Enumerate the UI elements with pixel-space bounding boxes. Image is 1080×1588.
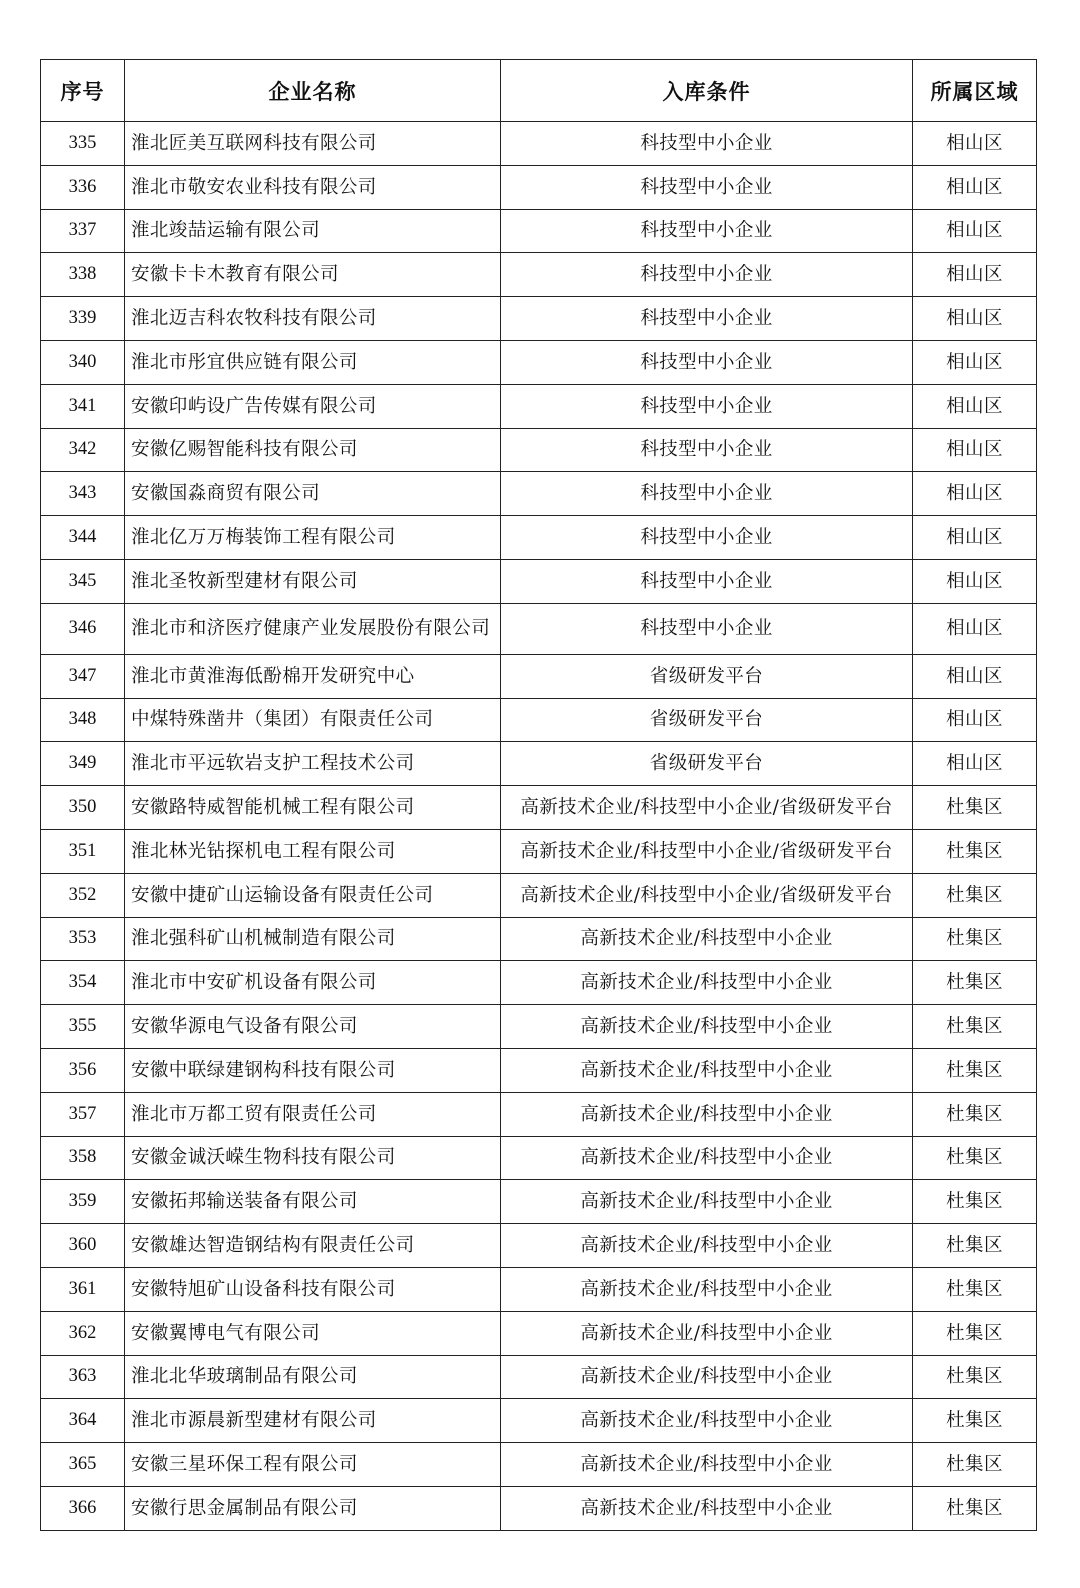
row-condition: 科技型中小企业 [501,209,913,253]
row-company-name: 安徽国淼商贸有限公司 [125,472,501,516]
row-company-name: 淮北市和济医疗健康产业发展股份有限公司 [125,603,501,654]
row-company-name: 安徽行思金属制品有限公司 [125,1486,501,1530]
row-company-name: 安徽路特威智能机械工程有限公司 [125,786,501,830]
row-area: 相山区 [913,603,1037,654]
table-row [41,428,1037,472]
enterprise-table [40,59,1037,1531]
table-row [41,698,1037,742]
row-condition: 高新技术企业/科技型中小企业 [501,1311,913,1355]
row-index: 335 [41,122,125,166]
row-area: 相山区 [913,654,1037,698]
row-area: 杜集区 [913,1005,1037,1049]
row-company-name: 安徽华源电气设备有限公司 [125,1005,501,1049]
row-company-name: 安徽中捷矿山运输设备有限责任公司 [125,873,501,917]
row-index: 350 [41,786,125,830]
table-row [41,1443,1037,1487]
row-condition: 省级研发平台 [501,654,913,698]
row-index: 360 [41,1224,125,1268]
row-area: 杜集区 [913,917,1037,961]
table-header [41,60,1037,122]
row-area: 相山区 [913,340,1037,384]
row-index: 340 [41,340,125,384]
row-company-name: 淮北市黄淮海低酚棉开发研究中心 [125,654,501,698]
row-company-name: 安徽翼博电气有限公司 [125,1311,501,1355]
table-row [41,1180,1037,1224]
row-condition: 科技型中小企业 [501,340,913,384]
row-area: 杜集区 [913,829,1037,873]
table-row [41,472,1037,516]
row-area: 杜集区 [913,786,1037,830]
row-index: 355 [41,1005,125,1049]
row-company-name: 淮北圣牧新型建材有限公司 [125,559,501,603]
row-company-name: 淮北市平远软岩支护工程技术公司 [125,742,501,786]
row-condition: 科技型中小企业 [501,122,913,166]
row-condition: 科技型中小企业 [501,297,913,341]
row-index: 365 [41,1443,125,1487]
row-area: 相山区 [913,122,1037,166]
row-index: 341 [41,384,125,428]
table-row [41,1005,1037,1049]
table-row [41,1355,1037,1399]
row-condition: 高新技术企业/科技型中小企业 [501,1180,913,1224]
row-area: 相山区 [913,384,1037,428]
row-index: 336 [41,165,125,209]
row-condition: 高新技术企业/科技型中小企业 [501,1092,913,1136]
header-row [41,60,1037,122]
row-condition: 科技型中小企业 [501,428,913,472]
row-company-name: 安徽雄达智造钢结构有限责任公司 [125,1224,501,1268]
row-company-name: 淮北亿万万梅装饰工程有限公司 [125,516,501,560]
table-row [41,297,1037,341]
row-index: 356 [41,1048,125,1092]
row-company-name: 安徽特旭矿山设备科技有限公司 [125,1267,501,1311]
row-condition: 高新技术企业/科技型中小企业 [501,1224,913,1268]
table-row [41,829,1037,873]
row-condition: 科技型中小企业 [501,603,913,654]
row-area: 杜集区 [913,1180,1037,1224]
row-company-name: 安徽三星环保工程有限公司 [125,1443,501,1487]
row-index: 337 [41,209,125,253]
row-condition: 高新技术企业/科技型中小企业 [501,1136,913,1180]
row-index: 364 [41,1399,125,1443]
row-index: 338 [41,253,125,297]
row-condition: 科技型中小企业 [501,253,913,297]
row-index: 348 [41,698,125,742]
row-area: 杜集区 [913,1092,1037,1136]
row-company-name: 安徽金诚沃嵘生物科技有限公司 [125,1136,501,1180]
row-index: 343 [41,472,125,516]
table-row [41,873,1037,917]
row-company-name: 安徽拓邦输送装备有限公司 [125,1180,501,1224]
table-row [41,917,1037,961]
table-row [41,1048,1037,1092]
row-condition: 省级研发平台 [501,698,913,742]
row-index: 339 [41,297,125,341]
row-company-name: 淮北市万都工贸有限责任公司 [125,1092,501,1136]
row-area: 相山区 [913,559,1037,603]
row-company-name: 淮北市敬安农业科技有限公司 [125,165,501,209]
table-row [41,1136,1037,1180]
row-condition: 高新技术企业/科技型中小企业 [501,1443,913,1487]
row-area: 相山区 [913,516,1037,560]
table-row [41,209,1037,253]
row-company-name: 淮北市彤宜供应链有限公司 [125,340,501,384]
row-condition: 高新技术企业/科技型中小企业 [501,917,913,961]
row-condition: 高新技术企业/科技型中小企业 [501,1267,913,1311]
table-row [41,1224,1037,1268]
row-condition: 高新技术企业/科技型中小企业/省级研发平台 [501,873,913,917]
table-row [41,786,1037,830]
row-area: 相山区 [913,253,1037,297]
row-index: 349 [41,742,125,786]
table-row [41,559,1037,603]
row-index: 342 [41,428,125,472]
row-company-name: 淮北市中安矿机设备有限公司 [125,961,501,1005]
row-area: 杜集区 [913,961,1037,1005]
table-row [41,1486,1037,1530]
row-condition: 高新技术企业/科技型中小企业/省级研发平台 [501,786,913,830]
table-row [41,253,1037,297]
row-index: 352 [41,873,125,917]
row-area: 杜集区 [913,1224,1037,1268]
row-company-name: 安徽中联绿建钢构科技有限公司 [125,1048,501,1092]
row-condition: 科技型中小企业 [501,165,913,209]
table-row [41,165,1037,209]
table-row [41,1092,1037,1136]
table-body [41,122,1037,1531]
row-condition: 高新技术企业/科技型中小企业 [501,1005,913,1049]
row-area: 杜集区 [913,1048,1037,1092]
row-company-name: 安徽亿赐智能科技有限公司 [125,428,501,472]
table-row [41,1399,1037,1443]
row-index: 362 [41,1311,125,1355]
row-area: 相山区 [913,742,1037,786]
row-company-name: 淮北北华玻璃制品有限公司 [125,1355,501,1399]
table-row [41,384,1037,428]
row-index: 347 [41,654,125,698]
row-company-name: 淮北强科矿山机械制造有限公司 [125,917,501,961]
row-area: 相山区 [913,297,1037,341]
table-row [41,654,1037,698]
row-area: 相山区 [913,165,1037,209]
row-condition: 省级研发平台 [501,742,913,786]
header-index: 序号 [41,60,125,122]
table-row [41,742,1037,786]
row-condition: 科技型中小企业 [501,559,913,603]
row-index: 358 [41,1136,125,1180]
row-index: 363 [41,1355,125,1399]
row-area: 杜集区 [913,1399,1037,1443]
row-company-name: 中煤特殊凿井（集团）有限责任公司 [125,698,501,742]
row-condition: 科技型中小企业 [501,384,913,428]
row-condition: 高新技术企业/科技型中小企业/省级研发平台 [501,829,913,873]
row-condition: 高新技术企业/科技型中小企业 [501,1399,913,1443]
header-name: 企业名称 [125,60,501,122]
row-area: 杜集区 [913,1486,1037,1530]
row-company-name: 淮北迈吉科农牧科技有限公司 [125,297,501,341]
row-company-name: 安徽卡卡木教育有限公司 [125,253,501,297]
row-area: 杜集区 [913,873,1037,917]
row-company-name: 淮北林光钻探机电工程有限公司 [125,829,501,873]
row-index: 359 [41,1180,125,1224]
table-row [41,340,1037,384]
row-area: 相山区 [913,698,1037,742]
row-index: 353 [41,917,125,961]
table-row [41,516,1037,560]
row-condition: 高新技术企业/科技型中小企业 [501,1048,913,1092]
row-condition: 高新技术企业/科技型中小企业 [501,1486,913,1530]
row-area: 杜集区 [913,1136,1037,1180]
row-company-name: 安徽印屿设广告传媒有限公司 [125,384,501,428]
row-index: 346 [41,603,125,654]
row-condition: 高新技术企业/科技型中小企业 [501,961,913,1005]
row-index: 344 [41,516,125,560]
row-area: 杜集区 [913,1311,1037,1355]
row-area: 相山区 [913,209,1037,253]
row-area: 杜集区 [913,1267,1037,1311]
row-area: 杜集区 [913,1443,1037,1487]
row-company-name: 淮北市源晨新型建材有限公司 [125,1399,501,1443]
row-index: 354 [41,961,125,1005]
table-row [41,961,1037,1005]
row-condition: 科技型中小企业 [501,472,913,516]
row-area: 相山区 [913,472,1037,516]
row-index: 357 [41,1092,125,1136]
header-condition: 入库条件 [501,60,913,122]
table-row [41,603,1037,654]
table-row [41,1267,1037,1311]
row-index: 351 [41,829,125,873]
row-index: 361 [41,1267,125,1311]
row-company-name: 淮北竣喆运输有限公司 [125,209,501,253]
row-area: 相山区 [913,428,1037,472]
row-area: 杜集区 [913,1355,1037,1399]
header-area: 所属区域 [913,60,1037,122]
row-index: 366 [41,1486,125,1530]
table-row [41,1311,1037,1355]
row-condition: 科技型中小企业 [501,516,913,560]
row-condition: 高新技术企业/科技型中小企业 [501,1355,913,1399]
table-row [41,122,1037,166]
row-index: 345 [41,559,125,603]
row-company-name: 淮北匠美互联网科技有限公司 [125,122,501,166]
